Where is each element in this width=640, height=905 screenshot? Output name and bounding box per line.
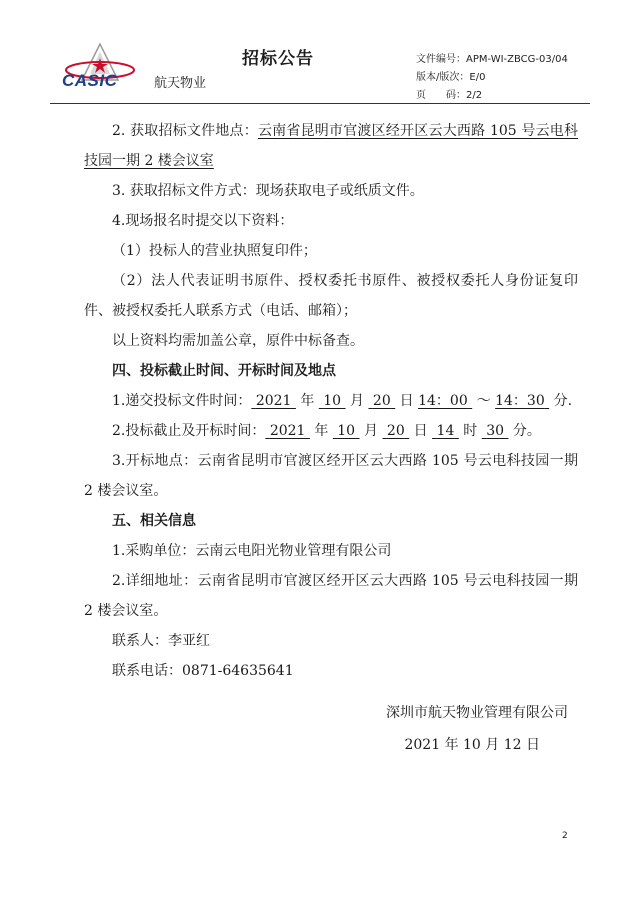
item-3-method: 3. 获取招标文件方式：现场获取电子或纸质文件。 xyxy=(112,183,424,199)
s5-item-2-address: 2.详细地址：云南省昆明市官渡区经开区云大西路 105 号云电科技园一期 2 楼会议室。 xyxy=(84,573,578,619)
signature-date: 2021 年 10 月 12 日 xyxy=(404,737,540,753)
contact-person: 联系人：李亚红 xyxy=(112,633,210,649)
document-title: 招标公告 xyxy=(242,49,314,69)
item-2-location: 2. 获取招标文件地点：云南省昆明市官渡区经开区云大西路 105 号云电科技园一期 2 楼会议室 xyxy=(84,123,579,169)
casic-emblem-icon xyxy=(58,38,158,94)
item-4-2: （2）法人代表证明书原件、授权委托书原件、被授权委托人身份证复印件、被授权委托人联系方式（电话、邮箱）； xyxy=(84,273,578,319)
document-meta xyxy=(416,51,568,105)
meta-version: 版本/版次： E/0 xyxy=(416,72,486,83)
item-4-note: 以上资料均需加盖公章，原件中标备查。 xyxy=(112,333,364,349)
company-name: 航天物业 xyxy=(154,76,207,91)
header-divider xyxy=(50,103,590,104)
casic-logo xyxy=(58,38,238,98)
document-header xyxy=(50,38,590,100)
s4-item-2-deadline: 2.投标截止及开标时间： 2021 年 10 月 20 日 14 时 30 分。 xyxy=(112,423,541,439)
meta-page: 页 码： 2/2 xyxy=(416,90,483,101)
meta-doc-number: 文件编号： APM-WI-ZBCG-03/04 xyxy=(416,54,568,65)
signature-company: 深圳市航天物业管理有限公司 xyxy=(386,705,568,721)
svg-text:CASIC: CASIC xyxy=(62,71,118,90)
announcement-body xyxy=(84,116,578,686)
s5-item-1-purchaser: 1.采购单位：云南云电阳光物业管理有限公司 xyxy=(112,543,392,559)
page-number: 2 xyxy=(562,831,568,841)
item-4-materials: 4.现场报名时提交以下资料： xyxy=(112,213,294,229)
item-2-location-value: 云南省昆明市官渡区经开区云大西路 105 号云电科技园一期 2 楼会议室 xyxy=(84,123,579,169)
section-5-heading: 五、相关信息 xyxy=(112,513,196,529)
item-4-1: （1）投标人的营业执照复印件； xyxy=(112,243,317,259)
section-4-heading: 四、投标截止时间、开标时间及地点 xyxy=(112,363,336,379)
s4-item-3-venue: 3.开标地点：云南省昆明市官渡区经开区云大西路 105 号云电科技园一期 2 楼会议室。 xyxy=(84,453,578,499)
contact-phone: 联系电话：0871-64635641 xyxy=(112,663,294,679)
s4-item-1-submit-time: 1.递交投标文件时间： 2021 年 10 月 20 日 14：00 ～ 14：30 分. xyxy=(112,393,573,409)
